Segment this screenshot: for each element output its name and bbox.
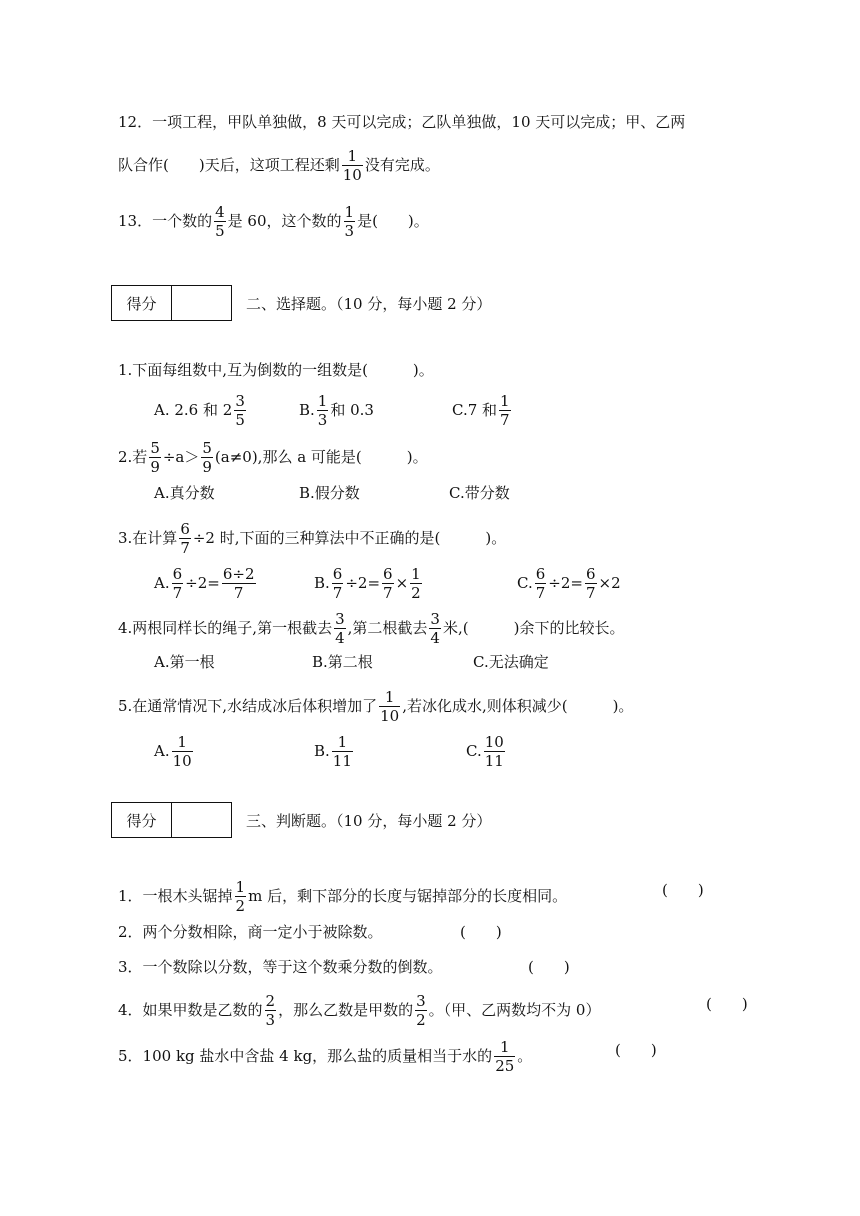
fraction: $\frac{6}{7}$ — [180, 520, 190, 557]
fraction: $\frac{1}{3}$ — [317, 392, 328, 429]
choice-question-1 — [118, 360, 434, 380]
score-label: 得分 — [112, 803, 172, 837]
option-a[interactable]: A. 2.6 和 2 $\frac{3}{5}$ — [154, 392, 245, 429]
choice-question-4: 4.两根同样长的绳子,第一根截去 $\frac{3}{4}$ ,第二根截去 $\frac{3}{4}$ 米,( )余下的比较长。 — [118, 610, 625, 647]
fraction: $\frac{1}{2}$ — [411, 565, 421, 602]
fraction: $\frac{1}{7}$ — [500, 392, 510, 429]
option-a[interactable]: A.第一根 — [154, 653, 215, 671]
score-label: 得分 — [112, 286, 172, 320]
judge-question-4: 4．如果甲数是乙数的 $\frac{2}{3}$ ，那么乙数是甲数的 $\frac{3}{2}$ 。（甲、乙两数均不为 0） — [118, 992, 601, 1029]
fraction: $\frac{4}{5}$ — [215, 203, 225, 240]
score-box — [111, 802, 232, 838]
option-b[interactable]: B. $\frac{1}{3}$ 和 0.3 — [299, 392, 374, 429]
judge-question-3: 3．一个数除以分数，等于这个数乘分数的倒数。 — [118, 958, 443, 976]
section-title: 三、判断题。（10 分，每小题 2 分） — [246, 812, 492, 830]
fraction: $\frac{6}{7}$ — [585, 565, 596, 602]
fraction: $\frac{1}{3}$ — [344, 203, 355, 240]
question-text: 1.下面每组数中,互为倒数的一组数是( )。 — [118, 361, 434, 379]
fraction: $\frac{1}{10}$ — [380, 688, 400, 725]
fraction: $\frac{6\div 2}{7}$ — [222, 565, 255, 602]
fraction: $\frac{3}{2}$ — [416, 992, 426, 1029]
question-text: 是 60，这个数的 — [227, 212, 342, 230]
answer-paren[interactable]: ( ) — [615, 1041, 657, 1059]
question-13 — [118, 205, 429, 239]
option-c[interactable]: C.无法确定 — [473, 653, 549, 671]
fraction: $\frac{2}{3}$ — [265, 992, 276, 1029]
choice-question-5: 5.在通常情况下,水结成冰后体积增加了 $\frac{1}{10}$ ,若冰化成水,则体积减少( )。 — [118, 688, 634, 725]
judge-question-5: 5．100 kg 盐水中含盐 4 kg，那么盐的质量相当于水的 $\frac{1}{25}$ 。 — [118, 1038, 533, 1075]
score-blank[interactable] — [172, 803, 231, 837]
option-b[interactable]: B. $\frac{1}{11}$ — [314, 733, 352, 770]
fraction: $\frac{5}{9}$ — [202, 439, 212, 476]
question-number: 13． — [118, 212, 153, 230]
option-a[interactable]: A.真分数 — [154, 484, 215, 502]
fraction: $\frac{10}{11}$ — [484, 733, 504, 770]
question-text: 一项工程，甲队单独做，8 天可以完成；乙队单独做，10 天可以完成；甲、乙两 — [152, 113, 686, 131]
option-b[interactable]: B. $\frac{6}{7}$ ÷2= $\frac{6}{7}$ × $\frac{1}{2}$ — [314, 565, 421, 602]
question-text: 没有完成。 — [364, 156, 440, 174]
fraction: $\frac{1}{25}$ — [495, 1038, 515, 1075]
fraction: $\frac{1}{11}$ — [332, 733, 352, 770]
question-text: 是( )。 — [357, 212, 429, 230]
choice-question-3: 3.在计算 $\frac{6}{7}$ ÷2 时,下面的三种算法中不正确的是( )。 — [118, 520, 507, 557]
fraction: $\frac{1}{2}$ — [235, 878, 246, 915]
answer-paren[interactable]: ( ) — [528, 958, 570, 976]
fraction: $\frac{5}{9}$ — [150, 439, 160, 476]
question-number: 12． — [118, 113, 153, 131]
fraction: $\frac{6}{7}$ — [383, 565, 393, 602]
fraction: $\frac{6}{7}$ — [172, 565, 183, 602]
option-b[interactable]: B.假分数 — [299, 484, 360, 502]
question-text: 一个数的 — [152, 212, 213, 230]
fraction: $\frac{3}{4}$ — [430, 610, 440, 647]
option-c[interactable]: C. $\frac{6}{7}$ ÷2= $\frac{6}{7}$ ×2 — [517, 565, 621, 602]
option-b[interactable]: B.第二根 — [312, 653, 373, 671]
fraction: $\frac{3}{4}$ — [335, 610, 345, 647]
option-c[interactable]: C.7 和 $\frac{1}{7}$ — [452, 392, 510, 429]
answer-paren[interactable]: ( ) — [662, 881, 704, 899]
fraction: $\frac{3}{5}$ — [235, 392, 245, 429]
fraction: $\frac{1}{10}$ — [342, 147, 362, 184]
answer-paren[interactable]: ( ) — [706, 995, 748, 1013]
question-text: 队合作( )天后，这项工程还剩 — [118, 156, 340, 174]
option-c[interactable]: C. $\frac{10}{11}$ — [466, 733, 504, 770]
question-12-line-1 — [118, 112, 685, 132]
answer-paren[interactable]: ( ) — [460, 923, 502, 941]
judge-question-2: 2．两个分数相除，商一定小于被除数。 — [118, 923, 383, 941]
fraction: $\frac{1}{10}$ — [172, 733, 192, 770]
fraction: $\frac{6}{7}$ — [332, 565, 343, 602]
question-12-line-2 — [118, 149, 440, 183]
option-a[interactable]: A. $\frac{6}{7}$ ÷2= $\frac{6\div 2}{7}$ — [154, 565, 255, 602]
option-c[interactable]: C.带分数 — [449, 484, 510, 502]
fraction: $\frac{6}{7}$ — [535, 565, 546, 602]
score-box — [111, 285, 232, 321]
score-blank[interactable] — [172, 286, 231, 320]
judge-question-1: 1．一根木头锯掉 $\frac{1}{2}$ m 后，剩下部分的长度与锯掉部分的长度相同。 — [118, 878, 568, 915]
choice-question-2: 2.若 $\frac{5}{9}$ ÷a＞ $\frac{5}{9}$ (a≠0),那么 a 可能是( )。 — [118, 439, 428, 476]
option-a[interactable]: A. $\frac{1}{10}$ — [154, 733, 192, 770]
section-title: 二、选择题。（10 分，每小题 2 分） — [246, 295, 492, 313]
